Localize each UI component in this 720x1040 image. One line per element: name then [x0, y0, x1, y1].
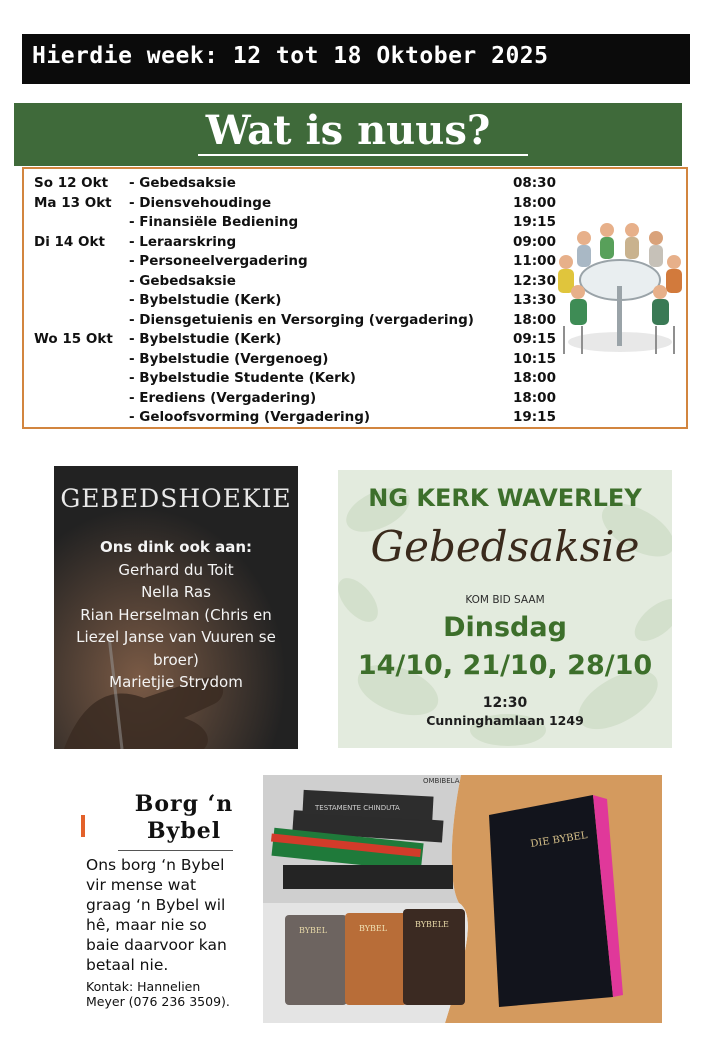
- schedule-event: - Erediens (Vergadering): [129, 389, 317, 406]
- schedule-event: - Diensgetuienis en Versorging (vergadering): [129, 311, 474, 328]
- sponsor-bible-ad: [78, 775, 662, 1023]
- bible-ad-line: vir mense wat: [86, 876, 197, 894]
- small-book-label: BYBELE: [415, 920, 449, 929]
- schedule-time: 10:15: [513, 350, 556, 367]
- schedule-event: - Leraarskring: [129, 233, 237, 250]
- week-banner-text: Hierdie week: 12 tot 18 Oktober 2025: [32, 43, 549, 69]
- stack-label: OMBIBELA: [423, 777, 460, 785]
- poster-subtitle: KOM BID SAAM: [465, 594, 545, 606]
- stack-label: TESTAMENTE CHINDUTA: [315, 804, 400, 812]
- poster-church-name: NG KERK WAVERLEY: [368, 484, 642, 512]
- schedule-event: - Bybelstudie (Kerk): [129, 292, 282, 308]
- prayer-corner-body: [54, 536, 298, 694]
- bible-ad-title-line: Bybel: [146, 818, 222, 844]
- bible-ad-title: [94, 791, 274, 845]
- poster-day: Dinsdag: [443, 612, 567, 643]
- news-header-title: Wat is nuus?: [205, 107, 491, 154]
- prayer-name: Nella Ras: [141, 583, 211, 601]
- news-header: [14, 103, 682, 166]
- schedule-event: - Finansiële Bediening: [129, 214, 299, 230]
- prayer-corner: [54, 466, 298, 749]
- schedule-event: - Bybelstudie Studente (Kerk): [129, 370, 356, 386]
- schedule-time: 09:15: [513, 331, 556, 347]
- prayer-name: Marietjie Strydom: [109, 673, 243, 691]
- small-bibles: [285, 909, 465, 1005]
- meeting-illustration: [552, 214, 688, 364]
- schedule-event: - Diensvehoudinge: [129, 194, 272, 211]
- bible-ad-body: [86, 855, 271, 975]
- bible-ad-contact: [86, 979, 276, 1009]
- large-bible: [489, 795, 623, 1007]
- schedule-time: 11:00: [513, 253, 556, 269]
- schedule-time: 18:00: [513, 311, 556, 328]
- schedule-event: - Geloofsvorming (Vergadering): [129, 409, 371, 425]
- poster-dates: 14/10, 21/10, 28/10: [357, 650, 653, 681]
- bible-ad-line: hê, maar nie so: [86, 916, 207, 934]
- poster-time: 12:30: [482, 695, 528, 711]
- bible-photos: [263, 775, 662, 1023]
- schedule-event: - Bybelstudie (Kerk): [129, 331, 282, 347]
- bible-ad-line: betaal nie.: [86, 956, 169, 974]
- bible-ad-title-line: Borg ‘n: [134, 791, 234, 817]
- schedule-day: So 12 Okt: [34, 175, 109, 191]
- bible-ad-rule: [118, 850, 233, 851]
- prayer-action-poster: [338, 470, 672, 748]
- schedule-time: 08:30: [513, 175, 556, 191]
- schedule-event: - Bybelstudie (Vergenoeg): [129, 350, 329, 367]
- schedule-time: 09:00: [513, 233, 556, 250]
- bible-ad-line: Ons borg ‘n Bybel: [86, 856, 225, 874]
- bible-ad-contact-line: Kontak: Hannelien: [86, 979, 201, 994]
- prayer-name: broer): [153, 650, 199, 669]
- bible-ad-contact-line: Meyer (076 236 3509).: [86, 994, 230, 1009]
- schedule-time: 18:00: [513, 389, 556, 406]
- large-book-label: DIE BYBEL: [529, 830, 589, 850]
- schedule-event: - Gebedsaksie: [129, 175, 236, 191]
- schedule-event: - Gebedsaksie: [129, 272, 236, 289]
- schedule-time: 12:30: [513, 272, 556, 289]
- prayer-name: Gerhard du Toit: [118, 560, 234, 579]
- schedule-day: Wo 15 Okt: [34, 331, 113, 347]
- prayer-name: Rian Herselman (Chris en: [80, 605, 272, 624]
- schedule-time: 19:15: [513, 214, 556, 230]
- small-book-label: BYBEL: [299, 926, 328, 935]
- prayer-corner-title: GEBEDSHOEKIE: [60, 484, 292, 513]
- poster-script-title: Gebedsaksie: [370, 522, 640, 571]
- schedule-time: 18:00: [513, 370, 556, 386]
- poster-address: Cunninghamlaan 1249: [426, 713, 584, 728]
- bible-ad-line: graag ‘n Bybel wil: [86, 896, 226, 914]
- week-banner: [22, 34, 690, 84]
- schedule-day: Di 14 Okt: [34, 233, 105, 250]
- small-book-label: BYBEL: [359, 924, 388, 933]
- prayer-corner-lead: Ons dink ook aan:: [99, 538, 253, 556]
- schedule-day: Ma 13 Okt: [34, 194, 112, 211]
- schedule-time: 19:15: [513, 409, 556, 425]
- schedule-time: 13:30: [513, 292, 556, 308]
- schedule-time: 18:00: [513, 194, 556, 211]
- bible-ad-line: baie daarvoor kan: [86, 936, 227, 954]
- prayer-name: Liezel Janse van Vuuren se: [76, 628, 276, 646]
- accent-bar: [81, 815, 85, 837]
- schedule-event: - Personeelvergadering: [129, 253, 308, 269]
- news-header-underline: [198, 154, 528, 156]
